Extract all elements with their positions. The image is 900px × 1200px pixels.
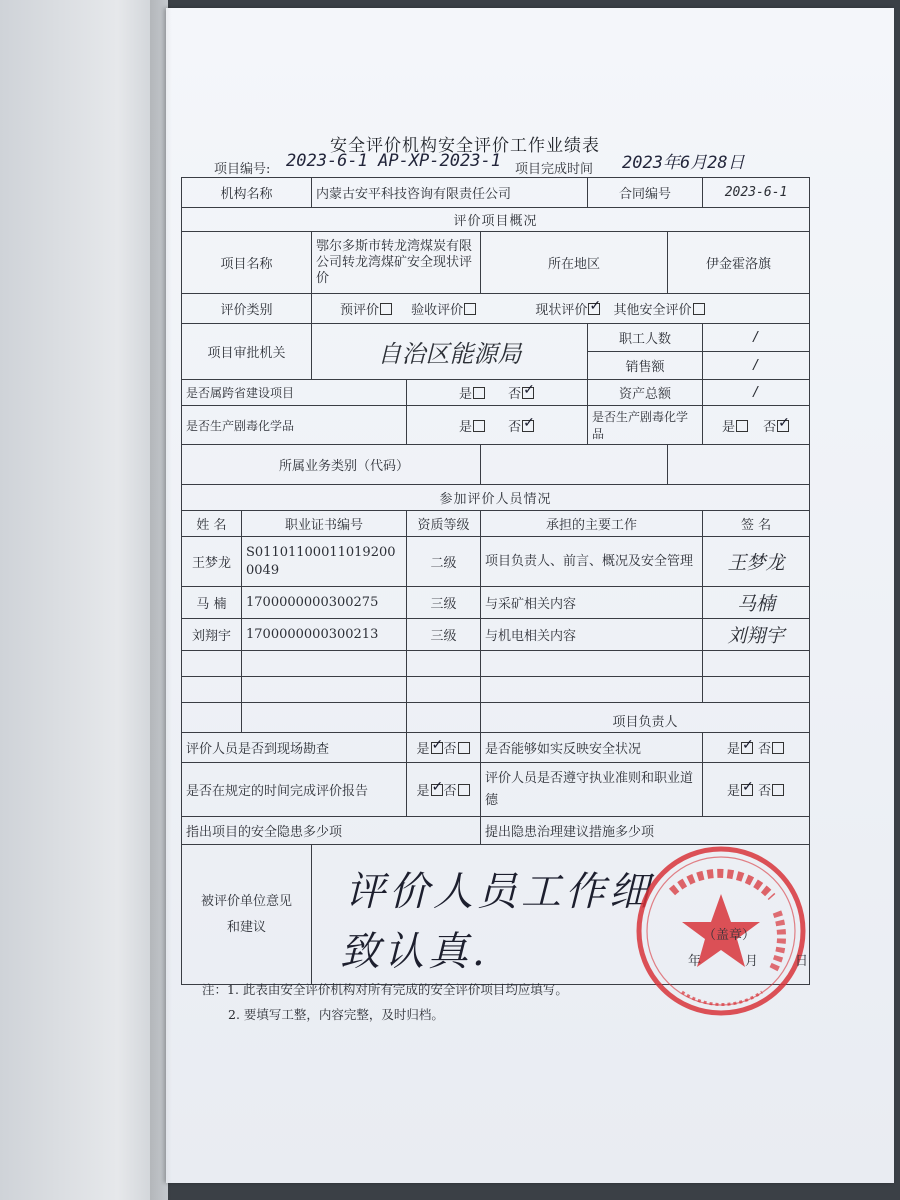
reflect-yes-label: 是 (726, 742, 740, 757)
cross-yes-label: 是 (458, 387, 472, 402)
sales-label: 销售额 (588, 352, 703, 380)
table-row (182, 619, 810, 651)
contract-value: 2023-6-1 (703, 178, 810, 208)
reflect-label: 是否能够如实反映安全状况 (481, 733, 703, 763)
hazard2-no-label: 否 (763, 419, 777, 435)
opinion-label: 被评价单位意见和建议 (182, 845, 312, 985)
hazard-yes-checkbox[interactable] (473, 420, 485, 432)
ontime-label: 是否在规定的时间完成评价报告 (182, 763, 407, 817)
project-name-value: 鄂尔多斯市转龙湾煤炭有限公司转龙湾煤矿安全现状评价 (312, 232, 481, 294)
cross-province-label: 是否属跨省建设项目 (182, 380, 407, 406)
hazard-no-label: 否 (508, 419, 522, 435)
personnel-section: 参加评价人员情况 (182, 485, 810, 511)
hazard-chem2-label: 是否生产剧毒化学品 (588, 406, 703, 445)
note-line-1: 注：1. 此表由安全评价机构对所有完成的安全评价项目均应填写。 (202, 982, 568, 997)
eval-type-pre: 预评价 (340, 303, 380, 318)
date-year: 年 (688, 954, 702, 969)
assets-value: / (703, 380, 810, 406)
leader-header: 项目负责人 (481, 703, 810, 733)
person-level: 三级 (407, 587, 481, 619)
col-level-header: 资质等级 (407, 511, 481, 537)
category-value-b (668, 445, 810, 485)
overview-section: 评价项目概况 (182, 208, 810, 232)
ethics-label: 评价人员是否遵守执业准则和职业道德 (481, 763, 703, 817)
person-name: 王梦龙 (182, 537, 242, 587)
col-work-header: 承担的主要工作 (481, 511, 703, 537)
onsite-no-checkbox[interactable] (458, 742, 470, 754)
cross-no-label: 否 (508, 387, 522, 402)
ethics-options (703, 763, 810, 817)
assets-label: 资产总额 (588, 380, 703, 406)
completion-value: 2023年6月28日 (622, 153, 745, 173)
contract-label: 合同编号 (588, 178, 703, 208)
checkbox-pre[interactable] (380, 303, 392, 315)
form-title: 安全评价机构安全评价工作业绩表 (330, 136, 600, 156)
adjacent-page (0, 0, 168, 1200)
ethics-no-label: 否 (758, 784, 772, 799)
opinion-handwriting-line2: 致认真. (340, 929, 489, 975)
person-name: 刘翔宇 (182, 619, 242, 651)
eval-type-acceptance: 验收评价 (411, 303, 464, 318)
person-cert: 1700000000300275 (242, 587, 407, 619)
person-work: 与采矿相关内容 (481, 587, 703, 619)
col-cert-header: 职业证书编号 (242, 511, 407, 537)
col-sign-header: 签 名 (703, 511, 810, 537)
opinion-handwriting-line1: 评价人员工作细 (345, 869, 653, 915)
checkbox-other[interactable] (693, 303, 705, 315)
reflect-options (703, 733, 810, 763)
book-spine (150, 0, 172, 1200)
reflect-yes-checkbox[interactable] (741, 742, 753, 754)
ontime-no-checkbox[interactable] (458, 784, 470, 796)
org-name-label: 机构名称 (182, 178, 312, 208)
ontime-yes-label: 是 (416, 784, 430, 799)
onsite-label: 评价人员是否到现场勘查 (182, 733, 407, 763)
ethics-yes-label: 是 (726, 784, 740, 799)
staff-label: 职工人数 (588, 324, 703, 352)
project-no-value: 2023-6-1 AP-XP-2023-1 (286, 151, 501, 171)
checkbox-status[interactable] (588, 303, 600, 315)
date-month: 月 (745, 954, 759, 969)
reflect-no-checkbox[interactable] (772, 742, 784, 754)
seal-note: （盖章） (703, 928, 756, 943)
onsite-yes-checkbox[interactable] (431, 742, 443, 754)
person-level: 三级 (407, 619, 481, 651)
hazard-no-checkbox[interactable] (522, 420, 534, 432)
approval-label: 项目审批机关 (182, 324, 312, 380)
person-work: 与机电相关内容 (481, 619, 703, 651)
table-row-empty (182, 677, 810, 703)
col-name-header: 姓 名 (182, 511, 242, 537)
onsite-yes-label: 是 (416, 742, 430, 757)
ontime-options (407, 763, 481, 817)
person-signature: 王梦龙 (703, 537, 810, 587)
eval-type-label: 评价类别 (182, 294, 312, 324)
staff-value: / (703, 324, 810, 352)
checkbox-acceptance[interactable] (464, 303, 476, 315)
table-row (182, 587, 810, 619)
hazard-chem-options (407, 406, 588, 445)
onsite-no-label: 否 (443, 742, 457, 757)
ethics-yes-checkbox[interactable] (741, 784, 753, 796)
hazard2-yes-checkbox[interactable] (736, 420, 748, 432)
category-value-a (481, 445, 668, 485)
hazard-yes-label: 是 (458, 419, 472, 435)
region-label: 所在地区 (481, 232, 668, 294)
project-name-label: 项目名称 (182, 232, 312, 294)
region-value: 伊金霍洛旗 (668, 232, 810, 294)
table-row (182, 537, 810, 587)
hazard-chem-label: 是否生产剧毒化学品 (182, 406, 407, 445)
reflect-no-label: 否 (758, 742, 772, 757)
eval-type-options (312, 294, 810, 324)
project-no-label: 项目编号: (214, 162, 271, 177)
table-row-empty (182, 703, 810, 733)
person-level: 二级 (407, 537, 481, 587)
person-work: 项目负责人、前言、概况及安全管理 (481, 537, 703, 587)
table-row-empty (182, 651, 810, 677)
person-cert: 1700000000300213 (242, 619, 407, 651)
completion-label: 项目完成时间 (515, 162, 594, 177)
cross-province-options (407, 380, 588, 406)
cross-no-checkbox[interactable] (522, 387, 534, 399)
onsite-options (407, 733, 481, 763)
person-signature: 刘翔宇 (703, 619, 810, 651)
footnotes (202, 977, 568, 1027)
person-signature: 马楠 (703, 587, 810, 619)
note-line-2: 2. 要填写工整，内容完整，及时归档。 (228, 1007, 444, 1022)
category-label: 所属业务类别（代码） (182, 445, 481, 485)
hazards-count-label: 指出项目的安全隐患多少项 (182, 817, 481, 845)
eval-type-status: 现状评价 (535, 303, 588, 318)
sales-value: / (703, 352, 810, 380)
person-name: 马 楠 (182, 587, 242, 619)
hazard-chem2-options (703, 406, 810, 445)
ontime-yes-checkbox[interactable] (431, 784, 443, 796)
hazard2-yes-label: 是 (721, 419, 735, 435)
measures-count-label: 提出隐患治理建议措施多少项 (481, 817, 810, 845)
eval-type-other: 其他安全评价 (613, 303, 692, 318)
org-name-value: 内蒙古安平科技咨询有限责任公司 (312, 178, 588, 208)
person-cert: S011011000110192000049 (242, 537, 407, 587)
ethics-no-checkbox[interactable] (772, 784, 784, 796)
hazard2-no-checkbox[interactable] (777, 420, 789, 432)
cross-yes-checkbox[interactable] (473, 387, 485, 399)
date-day: 日 (795, 954, 809, 969)
approval-value: 自治区能源局 (312, 324, 588, 380)
ontime-no-label: 否 (443, 784, 457, 799)
